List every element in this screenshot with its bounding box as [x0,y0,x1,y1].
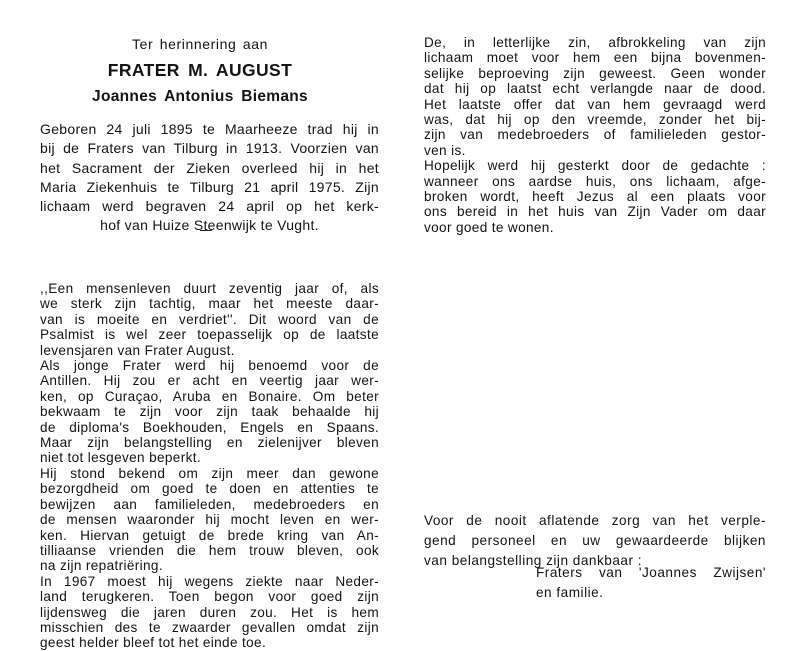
tribute-line: bekwaam te zijn voor zijn taak behaalde hij [40,404,379,420]
deceased-full-name: Joannes Antonius Biemans [92,88,308,105]
tribute-line: niet tot lesgeven beperkt. [40,450,201,466]
reflection-text [424,35,766,235]
tribute-line: ,,Een mensenleven duurt zeventig jaar of, als [40,281,379,296]
reflection-line: dat hij op laatst echt verlangde naar de dood. [424,81,766,97]
tribute-paragraph-character [40,466,379,574]
reflection-line: broken wordt, heeft Jezus al een plaats voor [424,189,766,205]
tribute-paragraph-psalm [40,281,379,358]
tribute-line: de mensen waaronder hij mocht leven en wer- [40,512,379,528]
tribute-line: geest helder bleef tot het einde toe. [40,635,267,651]
tribute-line: tilliaanse vrienden die hem trouw bleven, ook [40,542,379,558]
reflection-line: ons bereid in het huis van Zijn Vader om daar [424,204,766,220]
reflection-line: Het laatste offer dat van hem gevraagd werd [424,96,766,112]
biography-line: bij de Fraters van Tilburg in 1913. Voorzien van [40,140,379,157]
reflection-line: lichaam moet voor hem een bijna bovenmen- [424,50,766,66]
tribute-line: In 1967 moest hij wegens ziekte naar Neder- [40,573,379,589]
tribute-line: de diploma's Boekhouden, Engels en Spaans. [40,419,379,435]
biography-line: lichaam werd begraven 24 april op het kerk- [40,198,379,215]
signature-block [536,563,766,603]
reflection-paragraph-hope [424,158,766,235]
reflection-line: wanneer ons aardse huis, ons lichaam, afge- [424,173,766,189]
intro-text: Ter herinnering aan [131,36,269,52]
reflection-line: voor goed te wonen. [424,219,554,235]
tribute-line: bewijzen aan familieleden, medebroeders en [40,496,379,512]
tribute-paragraph-illness [40,574,379,651]
card-right-panel [400,0,802,650]
tribute-line: ken. Hiervan getuigt de brede kring van An- [40,527,379,543]
thanks-paragraph [424,511,766,571]
reflection-line: ven is. [424,142,466,158]
reflection-line: selijke beproeving zijn geweest. Geen wonder [424,65,766,81]
thanks-line: van belangstelling zijn dankbaar : [424,553,643,568]
tribute-line: we sterk zijn tachtig, maar het meeste daar- [40,296,379,312]
tribute-line: lijdensweg die jaren duren zou. Het is hem [40,604,379,620]
tribute-line: ken, op Curaçao, Aruba en Bonaire. Om beter [40,388,379,404]
thanks-line: gend personeel en uw gewaardeerde blijken [424,533,766,548]
tribute-line: levensjaren van Frater August. [40,342,235,358]
tribute-line: Antillen. Hij zou er acht en veertig jaar wer- [40,373,379,389]
biography-line: hof van Huize Steenwijk te Vught. [100,217,319,234]
tribute-paragraph-antilles [40,358,379,466]
tribute-line: bezorgdheid om goed te doen en attenties te [40,481,379,497]
thanks-line: Voor de nooit aflatende zorg van het verple- [424,513,766,528]
tribute-line: Psalmist is wel zeer toepasselijk op de laatste [40,327,379,343]
tribute-line: land terugkeren. Toen begon voor goed zijn [40,589,379,605]
card-left-panel [0,0,400,650]
tribute-text [40,281,379,651]
biography-line: het Sacrament der Zieken overleed hij in het [40,159,379,176]
tribute-line: van is moeite en verdriet''. Dit woord van de [40,311,379,327]
biography-paragraph [40,120,379,236]
reflection-line: was, dat hij op den vreemde, zonder het bij- [424,112,766,128]
reflection-line: zijn van medebroeders of familieleden gestor- [424,127,766,143]
tribute-line: Hij stond bekend om zijn meer dan gewone [40,465,379,481]
signature-line: Fraters van 'Joannes Zwijsen' [536,565,766,580]
deceased-religious-name: FRATER M. AUGUST [107,60,293,80]
reflection-line: Hopelijk werd hij gesterkt door de gedachte : [424,158,766,174]
tribute-line: Als jonge Frater werd hij benoemd voor de [40,358,379,374]
signature-line: en familie. [536,585,604,600]
section-separator [200,230,212,231]
tribute-line: na zijn repatriëring. [40,558,163,574]
biography-line: Maria Ziekenhuis te Tilburg 21 april 1975. Zijn [40,178,379,195]
reflection-paragraph-suffering [424,35,766,158]
biography-line: Geboren 24 juli 1895 te Maarheeze trad hij in [40,121,379,137]
reflection-line: De, in letterlijke zin, afbrokkeling van zijn [424,35,766,50]
tribute-line: Maar zijn belangstelling en zielenijver bleven [40,435,379,451]
tribute-line: misschien des te zwaarder gevallen omdat zijn [40,619,379,635]
